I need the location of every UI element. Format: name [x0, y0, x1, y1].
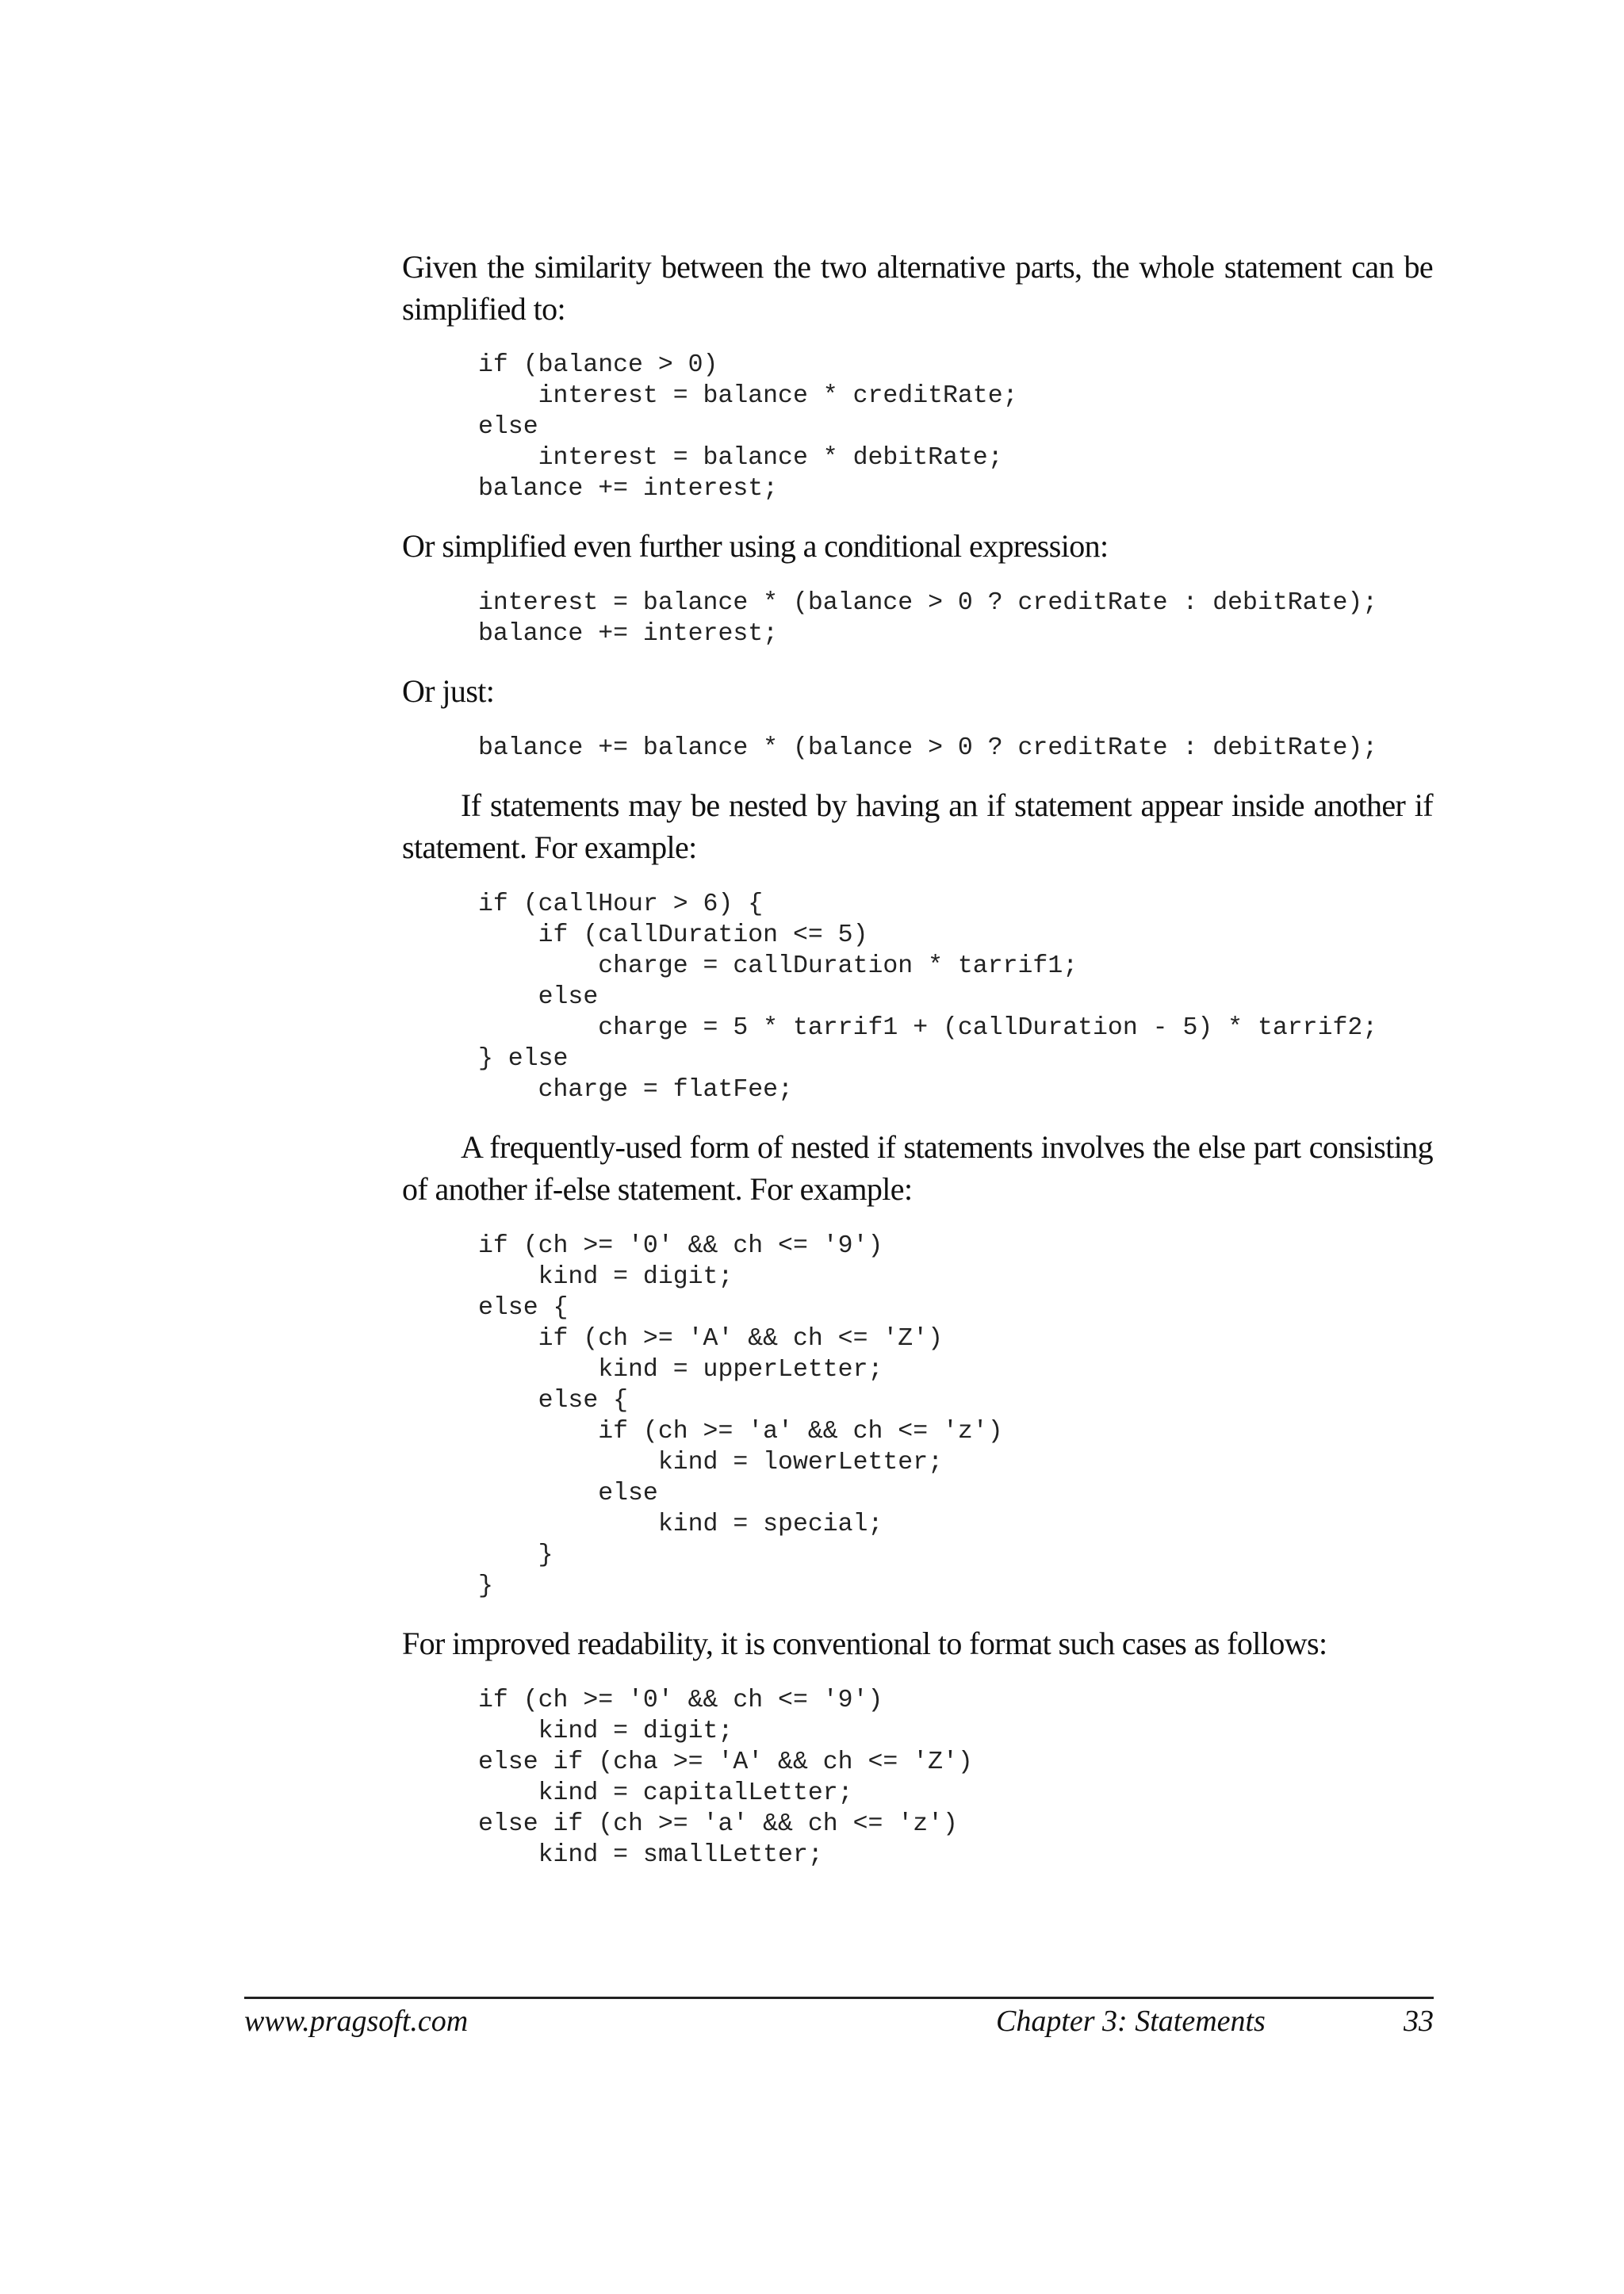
- code-block: interest = balance * (balance > 0 ? creditRate : debitRate); balance += interest;: [478, 589, 1378, 648]
- body-paragraph: Given the similarity between the two alternative parts, the whole statement can be simplified to:: [402, 249, 1433, 327]
- code-block: if (balance > 0) interest = balance * creditRate; else interest = balance * debitRate; balance += interest;: [478, 351, 1018, 503]
- code-block: if (callHour > 6) { if (callDuration <= 5) charge = callDuration * tarrif1; else charge = 5 * tarrif1 + (callDuration - 5) * tarrif2; } else charge = flatFee;: [478, 890, 1378, 1104]
- body-paragraph: Or just:: [402, 673, 495, 709]
- body-paragraph: A frequently-used form of nested if statements involves the else part consisting of another if-else statement. For example:: [402, 1129, 1433, 1207]
- page-number: 33: [1404, 2005, 1434, 2038]
- page-body: [402, 246, 1433, 1871]
- code-block: if (ch >= '0' && ch <= '9') kind = digit; else { if (ch >= 'A' && ch <= 'Z') kind = upperLetter; else { if (ch >= 'a' && ch <= 'z') kind = lowerLetter; else kind = special; } }: [478, 1232, 1003, 1600]
- code-block: balance += balance * (balance > 0 ? creditRate : debitRate);: [478, 734, 1378, 762]
- footer-url: www.pragsoft.com: [244, 2005, 469, 2038]
- footer-chapter-title: Chapter 3: Statements: [996, 2005, 1266, 2038]
- body-paragraph: If statements may be nested by having an if statement appear inside another if statement. For example:: [402, 787, 1433, 865]
- footer-divider: [244, 1997, 1434, 1999]
- body-paragraph: Or simplified even further using a conditional expression:: [402, 528, 1109, 564]
- code-block: if (ch >= '0' && ch <= '9') kind = digit; else if (cha >= 'A' && ch <= 'Z') kind = capitalLetter; else if (ch >= 'a' && ch <= 'z') kind = smallLetter;: [478, 1687, 973, 1869]
- body-paragraph: For improved readability, it is conventional to format such cases as follows:: [402, 1626, 1327, 1661]
